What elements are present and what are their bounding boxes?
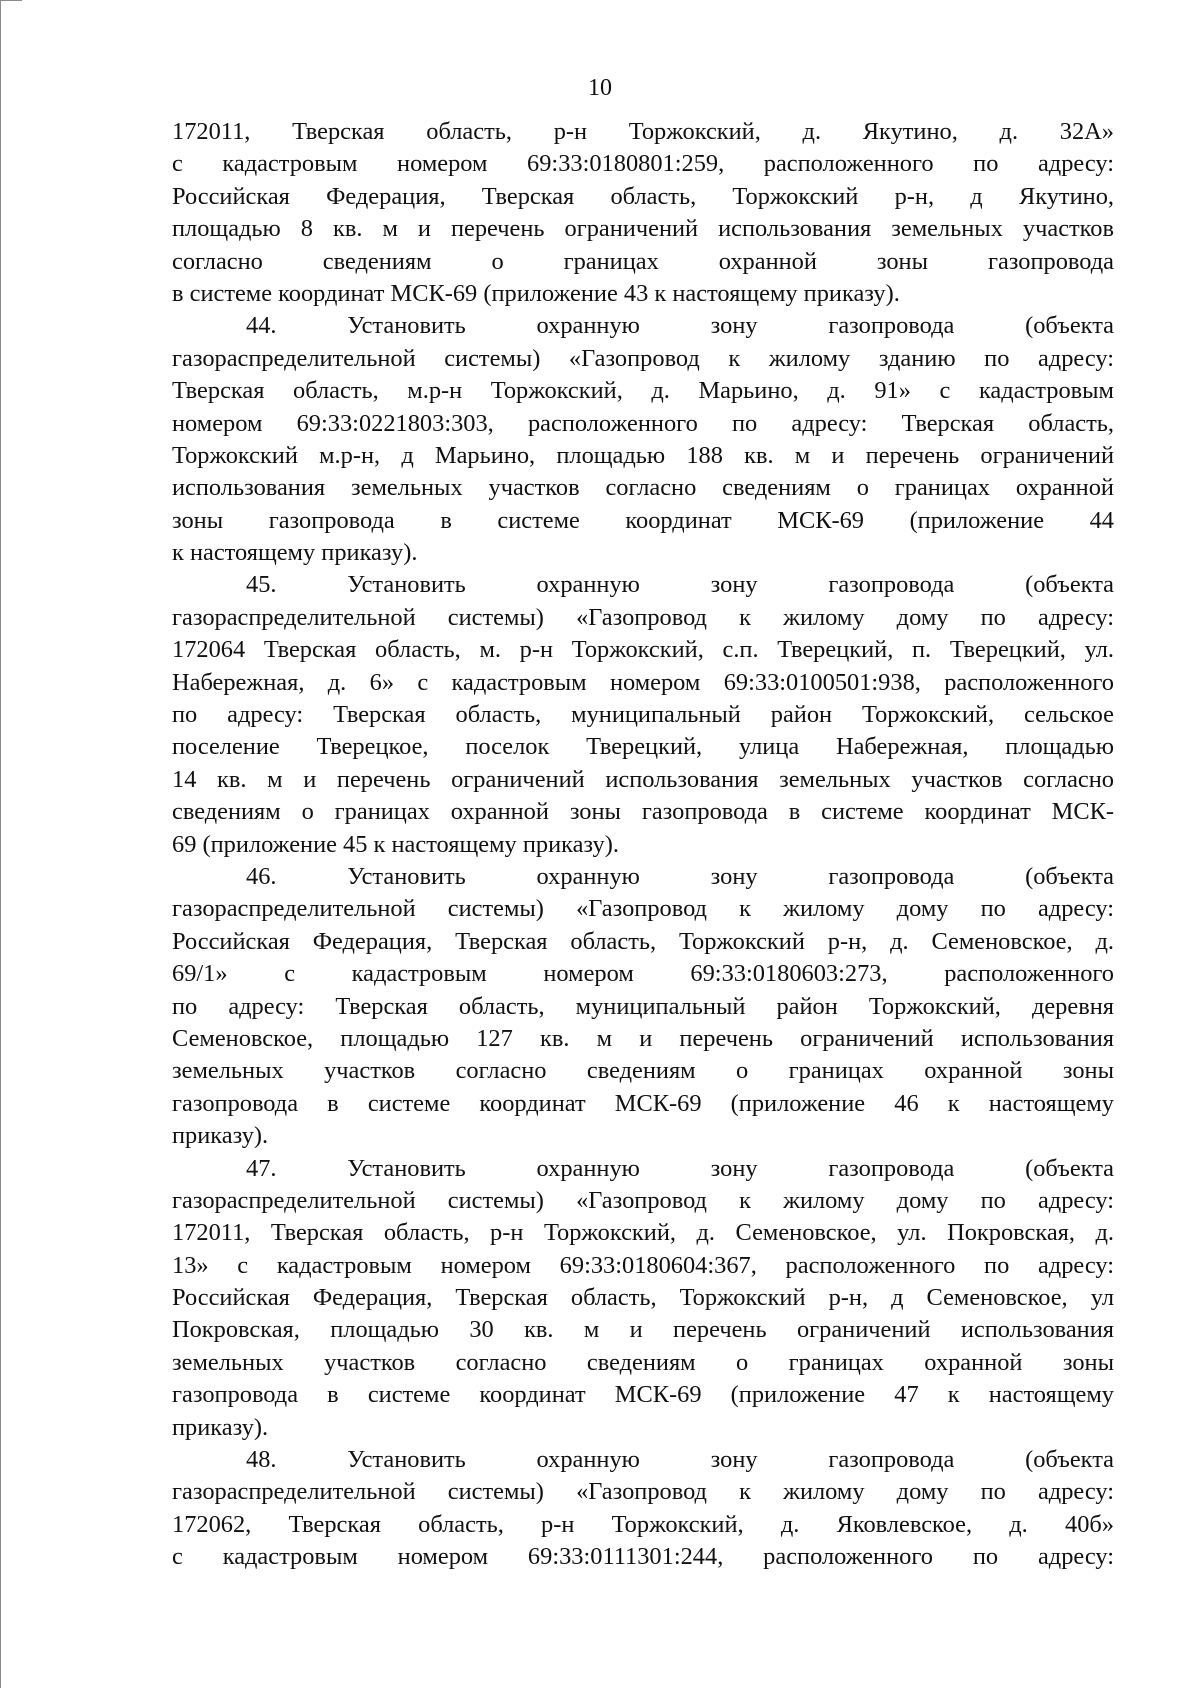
text-line: газораспределительной системы) «Газопровод к жилому дому по адресу: <box>172 895 1114 923</box>
paragraph-start-line: 45. Установить охранную зону газопровода (объекта <box>246 571 1114 599</box>
text-line: газопровода в системе координат МСК-69 (приложение 46 к настоящему <box>172 1089 1114 1117</box>
text-line: 172011, Тверская область, р-н Торжокский, д. Якутино, д. 32А» <box>172 118 1114 145</box>
text-line: номером 69:33:0221803:303, расположенного по адресу: Тверская область, <box>172 409 1114 437</box>
paragraph-start-line: 48. Установить охранную зону газопровода (объекта <box>246 1446 1114 1474</box>
text-line: с кадастровым номером 69:33:0111301:244, расположенного по адресу: <box>172 1543 1114 1571</box>
paragraph-start-line: 47. Установить охранную зону газопровода (объекта <box>246 1154 1114 1182</box>
text-line: сведениям о границах охранной зоны газопровода в системе координат МСК- <box>172 798 1114 826</box>
text-line: газораспределительной системы) «Газопровод к жилому дому по адресу: <box>172 603 1114 631</box>
text-line: в системе координат МСК-69 (приложение 43 к настоящему приказу). <box>172 279 900 307</box>
text-line: площадью 8 кв. м и перечень ограничений использования земельных участков <box>172 215 1114 243</box>
text-line: Покровская, площадью 30 кв. м и перечень ограничений использования <box>172 1316 1114 1344</box>
text-line: 172011, Тверская область, р-н Торжокский, д. Семеновское, ул. Покровская, д. <box>172 1219 1114 1247</box>
text-line: Семеновское, площадью 127 кв. м и перечень ограничений использования <box>172 1024 1114 1052</box>
text-line: Тверская область, м.р-н Торжокский, д. Марьино, д. 91» с кадастровым <box>172 377 1114 405</box>
text-line: 172062, Тверская область, р-н Торжокский, д. Яковлевское, д. 40б» <box>172 1510 1114 1538</box>
text-line: Российская Федерация, Тверская область, Торжокский р-н, д. Семеновское, д. <box>172 927 1114 955</box>
text-line: земельных участков согласно сведениям о границах охранной зоны <box>172 1348 1114 1376</box>
text-line: газораспределительной системы) «Газопровод к жилому дому по адресу: <box>172 1478 1114 1506</box>
text-line: газопровода в системе координат МСК-69 (приложение 47 к настоящему <box>172 1381 1114 1409</box>
text-line: согласно сведениям о границах охранной зоны газопровода <box>172 247 1114 275</box>
paragraph-start-line: 44. Установить охранную зону газопровода (объекта <box>246 312 1114 340</box>
text-line: с кадастровым номером 69:33:0180801:259, расположенного по адресу: <box>172 150 1114 178</box>
text-line: по адресу: Тверская область, муниципальный район Торжокский, деревня <box>172 992 1114 1020</box>
text-line: 14 кв. м и перечень ограничений использования земельных участков согласно <box>172 765 1114 793</box>
paragraph-start-line: 46. Установить охранную зону газопровода (объекта <box>246 862 1114 890</box>
text-line: Российская Федерация, Тверская область, Торжокский р-н, д Семеновское, ул <box>172 1284 1114 1312</box>
text-line: к настоящему приказу). <box>172 539 418 567</box>
text-line: приказу). <box>172 1122 269 1150</box>
text-line: газораспределительной системы) «Газопровод к жилому дому по адресу: <box>172 1186 1114 1214</box>
text-line: 69 (приложение 45 к настоящему приказу). <box>172 830 619 858</box>
text-line: газораспределительной системы) «Газопровод к жилому зданию по адресу: <box>172 344 1114 372</box>
text-line: 13» с кадастровым номером 69:33:0180604:367, расположенного по адресу: <box>172 1251 1114 1279</box>
scan-edge-line <box>0 0 1 1688</box>
text-line: Российская Федерация, Тверская область, Торжокский р-н, д Якутино, <box>172 182 1114 210</box>
text-line: Набережная, д. 6» с кадастровым номером 69:33:0100501:938, расположенного <box>172 668 1114 696</box>
text-line: 69/1» с кадастровым номером 69:33:0180603:273, расположенного <box>172 960 1114 988</box>
text-line: поселение Тверецкое, поселок Тверецкий, улица Набережная, площадью <box>172 733 1114 761</box>
text-line: земельных участков согласно сведениям о границах охранной зоны <box>172 1057 1114 1085</box>
text-line: Торжокский м.р-н, д Марьино, площадью 188 кв. м и перечень ограничений <box>172 441 1114 469</box>
text-line: приказу). <box>172 1413 269 1441</box>
scan-corner-mark <box>0 0 22 1</box>
page-number: 10 <box>588 75 612 101</box>
text-line: зоны газопровода в системе координат МСК-69 (приложение 44 <box>172 506 1114 534</box>
text-line: по адресу: Тверская область, муниципальный район Торжокский, сельское <box>172 701 1114 729</box>
text-line: 172064 Тверская область, м. р-н Торжокский, с.п. Тверецкий, п. Тверецкий, ул. <box>172 636 1114 664</box>
text-line: использования земельных участков согласно сведениям о границах охранной <box>172 474 1114 502</box>
document-body <box>172 116 1114 1574</box>
